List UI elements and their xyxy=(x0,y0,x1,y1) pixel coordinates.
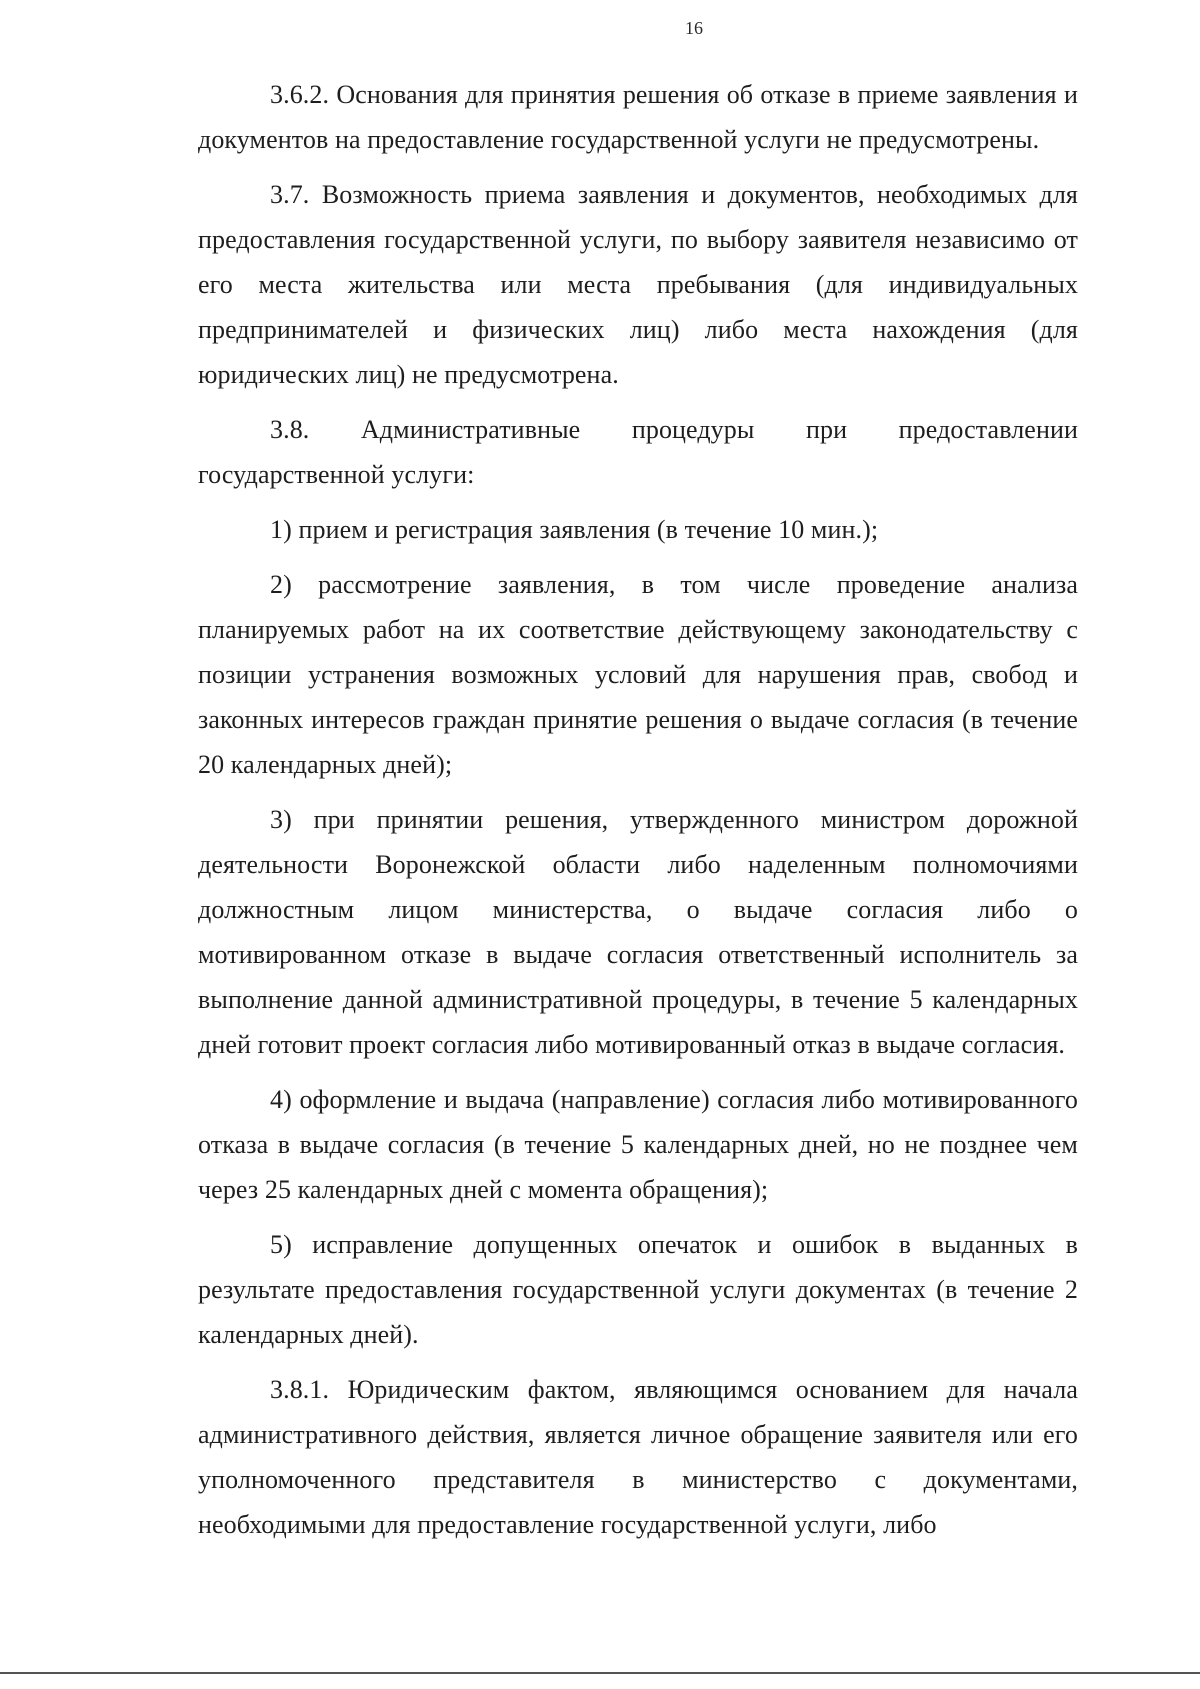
paragraph-3-7: 3.7. Возможность приема заявления и документов, необходимых для предоставления государственной услуги, по выбору заявителя независимо от его места жительства или места пребывания (для индивидуальных предпринимателей и физических лиц) либо места нахождения (для юридических лиц) не предусмотрена. xyxy=(198,180,1078,389)
paragraph-3-6-2: 3.6.2. Основания для принятия решения об отказе в приеме заявления и документов на предоставление государственной услуги не предусмотрены. xyxy=(198,80,1078,154)
paragraph-3-8: 3.8. Административные процедуры при предоставлении государственной услуги: xyxy=(198,415,1078,489)
list-item-5: 5) исправление допущенных опечаток и ошибок в выданных в результате предоставления государственной услуги документах (в течение 2 календарных дней). xyxy=(198,1230,1078,1349)
page-number: 16 xyxy=(685,18,703,38)
list-item-4: 4) оформление и выдача (направление) согласия либо мотивированного отказа в выдаче согласия (в течение 5 календарных дней, но не позднее чем через 25 календарных дней с момента обращения); xyxy=(198,1085,1078,1204)
list-item-2: 2) рассмотрение заявления, в том числе проведение анализа планируемых работ на их соответствие действующему законодательству с позиции устранения возможных условий для нарушения прав, свобод и законных интересов граждан принятие решения о выдаче согласия (в течение 20 календарных дней); xyxy=(198,570,1078,779)
list-item-3: 3) при принятии решения, утвержденного министром дорожной деятельности Воронежской области либо наделенным полномочиями должностным лицом министерства, о выдаче согласия либо о мотивированном отказе в выдаче согласия ответственный исполнитель за выполнение данной административной процедуры, в течение 5 календарных дней готовит проект согласия либо мотивированный отказ в выдаче согласия. xyxy=(198,805,1078,1059)
paragraph-3-8-1: 3.8.1. Юридическим фактом, являющимся основанием для начала административного действия, является личное обращение заявителя или его уполномоченного представителя в министерство с документами, необходимыми для предоставление государственной услуги, либо xyxy=(198,1375,1078,1539)
list-item-1: 1) прием и регистрация заявления (в течение 10 мин.); xyxy=(270,515,879,544)
bottom-scan-edge xyxy=(0,1672,1200,1674)
document-body xyxy=(198,72,1078,1557)
